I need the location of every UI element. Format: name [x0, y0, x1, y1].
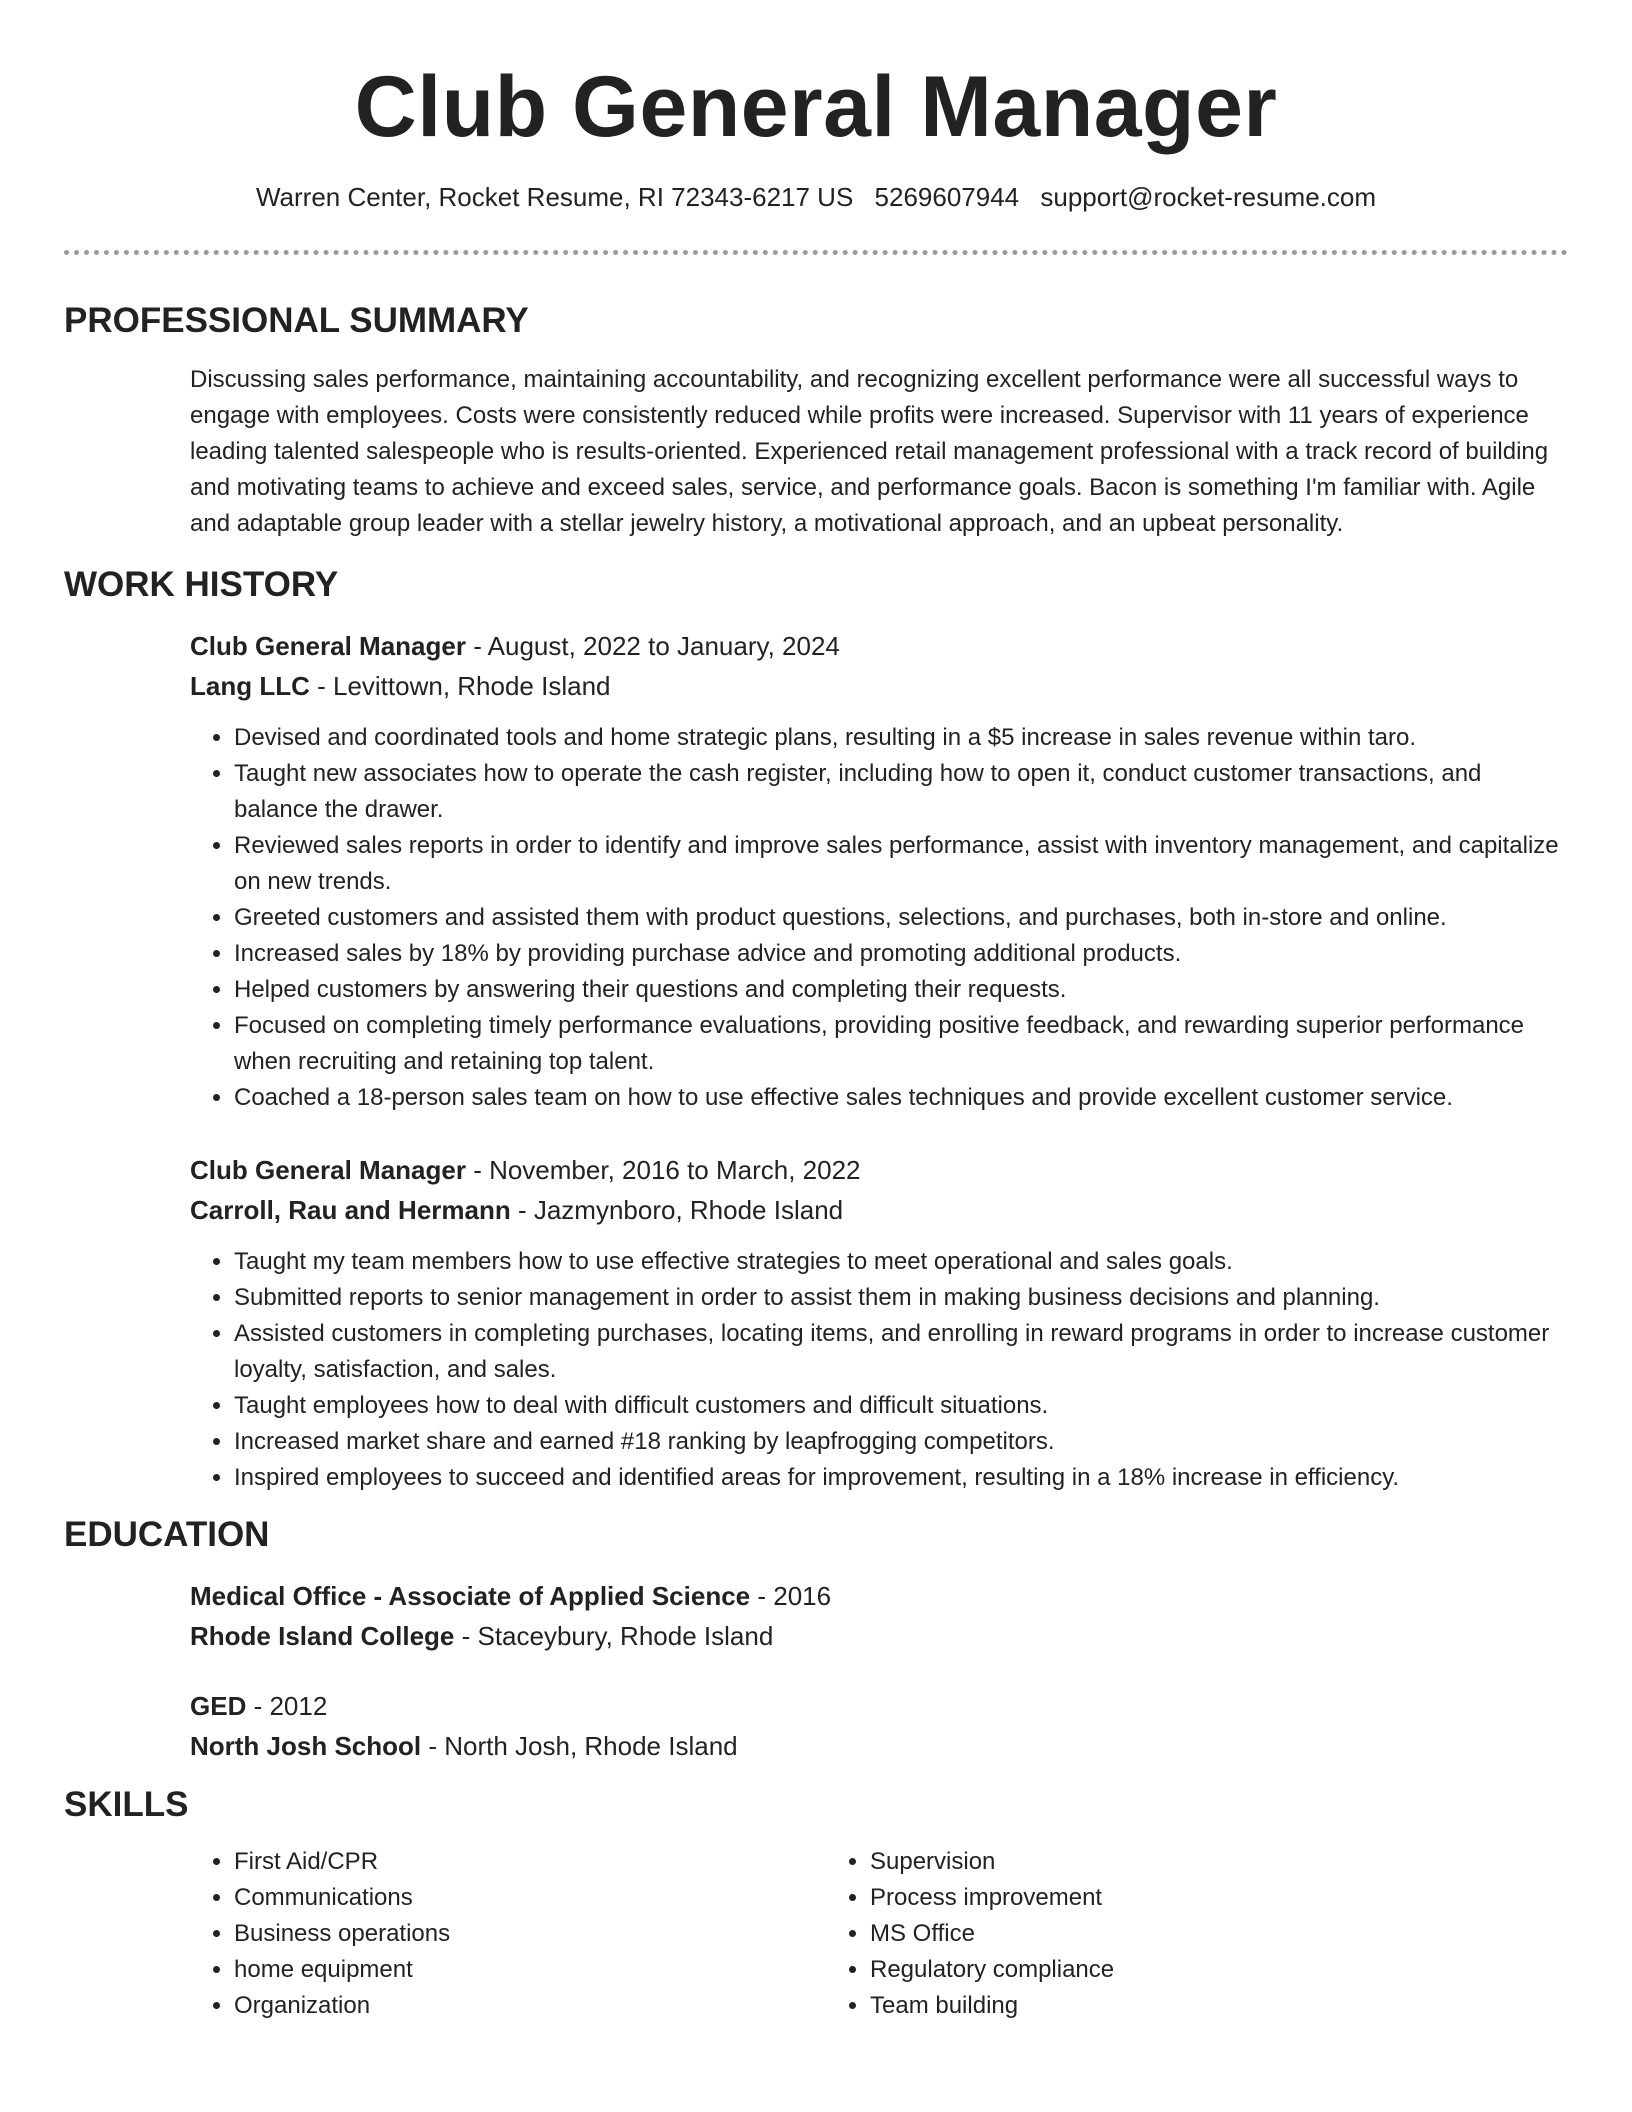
list-item: • Focused on completing timely performance evaluations, providing positive feedback, and rewarding superior performance when recruiting and retaining top talent.	[234, 1008, 1568, 1080]
skills-right-column	[826, 1844, 1462, 2024]
contact-phone: 5269607944	[874, 182, 1020, 212]
contact-address: Warren Center, Rocket Resume, RI 72343-6217 US	[255, 182, 854, 212]
skill-item: • MS Office	[870, 1916, 1462, 1952]
list-item: • Increased sales by 18% by providing purchase advice and promoting additional products.	[234, 936, 1568, 972]
work-history-heading: WORK HISTORY	[64, 565, 339, 604]
skill-item: • Organization	[234, 1988, 826, 2024]
job-dates: - November, 2016 to March, 2022	[465, 1155, 861, 1185]
education-year: - 2012	[246, 1691, 328, 1721]
education-entry	[190, 1686, 1568, 1766]
skill-item: • Regulatory compliance	[870, 1952, 1462, 1988]
skill-item: • home equipment	[234, 1952, 826, 1988]
skill-item: • Business operations	[234, 1916, 826, 1952]
education-location: - North Josh, Rhode Island	[421, 1731, 738, 1761]
job-title-line	[190, 1150, 1568, 1190]
list-item: • Assisted customers in completing purchases, locating items, and enrolling in reward programs in order to increase customer loyalty, satisfaction, and sales.	[234, 1316, 1568, 1388]
contact-line	[0, 180, 1632, 214]
skill-item: • Team building	[870, 1988, 1462, 2024]
education-school-line	[190, 1616, 1568, 1656]
education-degree-line	[190, 1686, 1568, 1726]
list-item: • Helped customers by answering their questions and completing their requests.	[234, 972, 1568, 1008]
education-degree: Medical Office - Associate of Applied Science	[190, 1581, 751, 1611]
resume-content	[64, 296, 1568, 2024]
skill-item: • First Aid/CPR	[234, 1844, 826, 1880]
list-item: • Reviewed sales reports in order to identify and improve sales performance, assist with inventory management, and capitalize on new trends.	[234, 828, 1568, 900]
job-company: Carroll, Rau and Hermann	[190, 1195, 511, 1225]
education-degree: GED	[190, 1691, 247, 1721]
job-title-line	[190, 626, 1568, 666]
job-bullets	[190, 720, 1568, 1116]
summary-text: Discussing sales performance, maintaining accountability, and recognizing excellent performance were all successful ways to engage with employees. Costs were consistently reduced while profits were increased. Supervisor with 11 years of experience leading talented salespeople who is results-oriented. Experienced retail management professional with a track record of building and motivating teams to achieve and exceed sales, service, and performance goals. Bacon is something I'm familiar with. Agile and adaptable group leader with a stellar jewelry history, a motivational approach, and an upbeat personality.	[190, 366, 1549, 537]
contact-email: support@rocket-resume.com	[1040, 182, 1377, 212]
list-item: • Submitted reports to senior management in order to assist them in making business decisions and planning.	[234, 1280, 1568, 1316]
skill-item: • Supervision	[870, 1844, 1462, 1880]
skills-left-column	[190, 1844, 826, 2024]
job-bullets	[190, 1244, 1568, 1496]
list-item: • Inspired employees to succeed and identified areas for improvement, resulting in a 18% increase in efficiency.	[234, 1460, 1568, 1496]
job-role: Club General Manager	[190, 631, 466, 661]
list-item: • Devised and coordinated tools and home strategic plans, resulting in a $5 increase in sales revenue within taro.	[234, 720, 1568, 756]
summary-heading: PROFESSIONAL SUMMARY	[64, 301, 529, 340]
list-item: • Increased market share and earned #18 ranking by leapfrogging competitors.	[234, 1424, 1568, 1460]
education-school: North Josh School	[190, 1731, 422, 1761]
education-degree-line	[190, 1576, 1568, 1616]
job-entry	[190, 1150, 1568, 1496]
job-dates: - August, 2022 to January, 2024	[465, 631, 840, 661]
resume-name: Club General Manager	[354, 59, 1278, 155]
job-company-line	[190, 666, 1568, 706]
job-location: - Jazmynboro, Rhode Island	[510, 1195, 844, 1225]
list-item: • Taught my team members how to use effective strategies to meet operational and sales goals.	[234, 1244, 1568, 1280]
education-list	[190, 1576, 1568, 1766]
skill-item: • Process improvement	[870, 1880, 1462, 1916]
job-role: Club General Manager	[190, 1155, 466, 1185]
skills-columns	[190, 1844, 1568, 2024]
education-entry	[190, 1576, 1568, 1656]
education-heading: EDUCATION	[64, 1515, 270, 1554]
education-school: Rhode Island College	[190, 1621, 455, 1651]
job-location: - Levittown, Rhode Island	[309, 671, 611, 701]
skills-heading: SKILLS	[64, 1785, 189, 1824]
header-divider	[64, 250, 1568, 255]
list-item: • Taught employees how to deal with difficult customers and difficult situations.	[234, 1388, 1568, 1424]
skill-item: • Communications	[234, 1880, 826, 1916]
list-item: • Coached a 18-person sales team on how to use effective sales techniques and provide excellent customer service.	[234, 1080, 1568, 1116]
job-entry	[190, 626, 1568, 1116]
job-company: Lang LLC	[190, 671, 310, 701]
education-school-line	[190, 1726, 1568, 1766]
education-year: - 2016	[750, 1581, 832, 1611]
work-history-list	[190, 626, 1568, 1496]
job-company-line	[190, 1190, 1568, 1230]
education-location: - Staceybury, Rhode Island	[454, 1621, 774, 1651]
list-item: • Taught new associates how to operate the cash register, including how to open it, conduct customer transactions, and balance the drawer.	[234, 756, 1568, 828]
list-item: • Greeted customers and assisted them with product questions, selections, and purchases, both in-store and online.	[234, 900, 1568, 936]
